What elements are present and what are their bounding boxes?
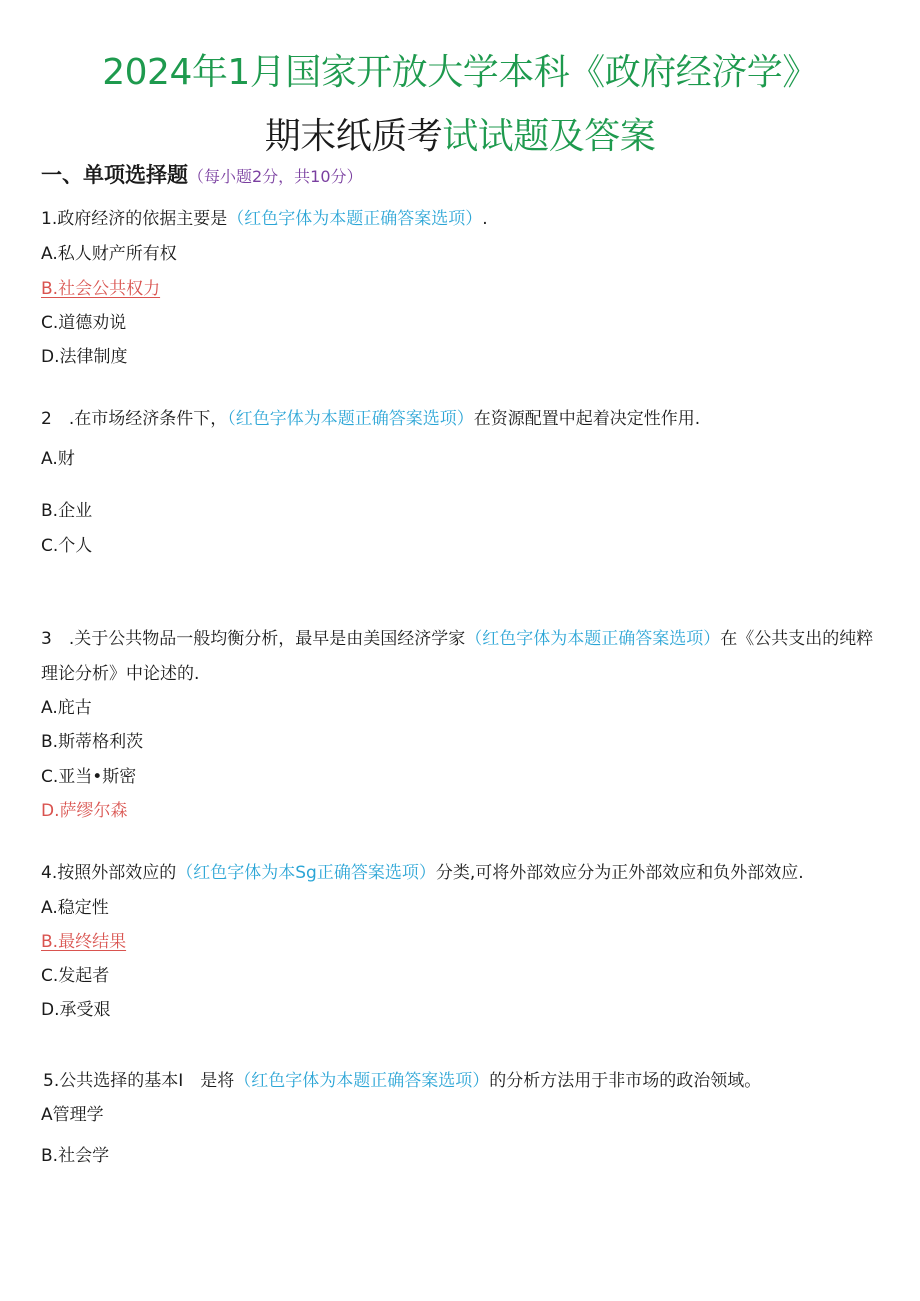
- section-heading-note: （每小题2分，共10分）: [188, 167, 363, 186]
- question-4-hint: （红色字体为本Sg正确答案选项）: [176, 863, 436, 883]
- question-2-stem: [41, 408, 700, 430]
- question-3-stem-pre: 3 .关于公共物品一般均衡分析，最早是由美国经济学家: [41, 629, 466, 649]
- question-3-option-c: C.亚当•斯密: [41, 767, 137, 787]
- question-5-stem: [43, 1070, 761, 1092]
- question-4-stem: [41, 862, 804, 884]
- title-line2-black: 期末纸质考: [264, 116, 443, 157]
- question-1-option-c: C.道德劝说: [41, 313, 127, 333]
- question-2-option-a: A.财: [41, 449, 75, 469]
- question-5-option-a: A管理学: [41, 1105, 104, 1125]
- question-3-stem: [41, 628, 873, 650]
- question-1-option-d: D.法律制度: [41, 347, 128, 367]
- question-2-stem-pre: 2 .在市场经济条件下，: [41, 409, 228, 429]
- question-3-hint: （红色字体为本题正确答案选项）: [465, 629, 721, 649]
- question-1-stem: [41, 208, 488, 230]
- question-5-stem-post: 的分析方法用于非市场的政治领域。: [489, 1071, 762, 1091]
- question-3-option-d-correct: D.萨缪尔森: [41, 801, 128, 821]
- document-title-line1: 2024年1月国家开放大学本科《政府经济学》: [102, 52, 818, 93]
- question-5-hint: （红色字体为本题正确答案选项）: [234, 1071, 490, 1091]
- question-3-stem-line2: 理论分析》中论述的.: [41, 664, 200, 684]
- section-heading-text: 一、单项选择题: [41, 163, 188, 187]
- question-3-option-a: A.庇古: [41, 698, 92, 718]
- question-2-stem-post: 在资源配置中起着决定性作用.: [473, 409, 701, 429]
- question-1-option-b-correct: B.社会公共权力: [41, 279, 161, 299]
- question-5-option-b: B.社会学: [41, 1146, 110, 1166]
- question-4-option-c: C.发起者: [41, 966, 110, 986]
- question-4-option-a: A.稳定性: [41, 898, 109, 918]
- document-title-line2: [0, 108, 920, 159]
- question-1-stem-post: .: [482, 209, 488, 229]
- question-3-stem-post: 在《公共支出的纯粹: [720, 629, 874, 649]
- question-4-option-d: D.承受艰: [41, 1000, 111, 1020]
- title-line2-green: 试试题及答案: [442, 116, 656, 157]
- question-1-stem-pre: 1.政府经济的依据主要是: [41, 209, 228, 229]
- question-1-option-a: A.私人财产所有权: [41, 244, 177, 264]
- section-heading: [41, 164, 363, 188]
- question-4-option-b-correct: B.最终结果: [41, 932, 127, 952]
- question-2-option-c: C.个人: [41, 536, 93, 556]
- question-2-option-b: B.企业: [41, 501, 93, 521]
- question-1-hint: （红色字体为本题正确答案选项）: [227, 209, 483, 229]
- question-3-option-b: B.斯蒂格利茨: [41, 732, 144, 752]
- question-5-stem-pre: 5.公共选择的基本I 是将: [43, 1071, 235, 1091]
- question-4-stem-post: 分类,可将外部效应分为正外部效应和负外部效应.: [435, 863, 804, 883]
- question-4-stem-pre: 4.按照外部效应的: [41, 863, 177, 883]
- question-2-hint: （红色字体为本题正确答案选项）: [227, 409, 474, 429]
